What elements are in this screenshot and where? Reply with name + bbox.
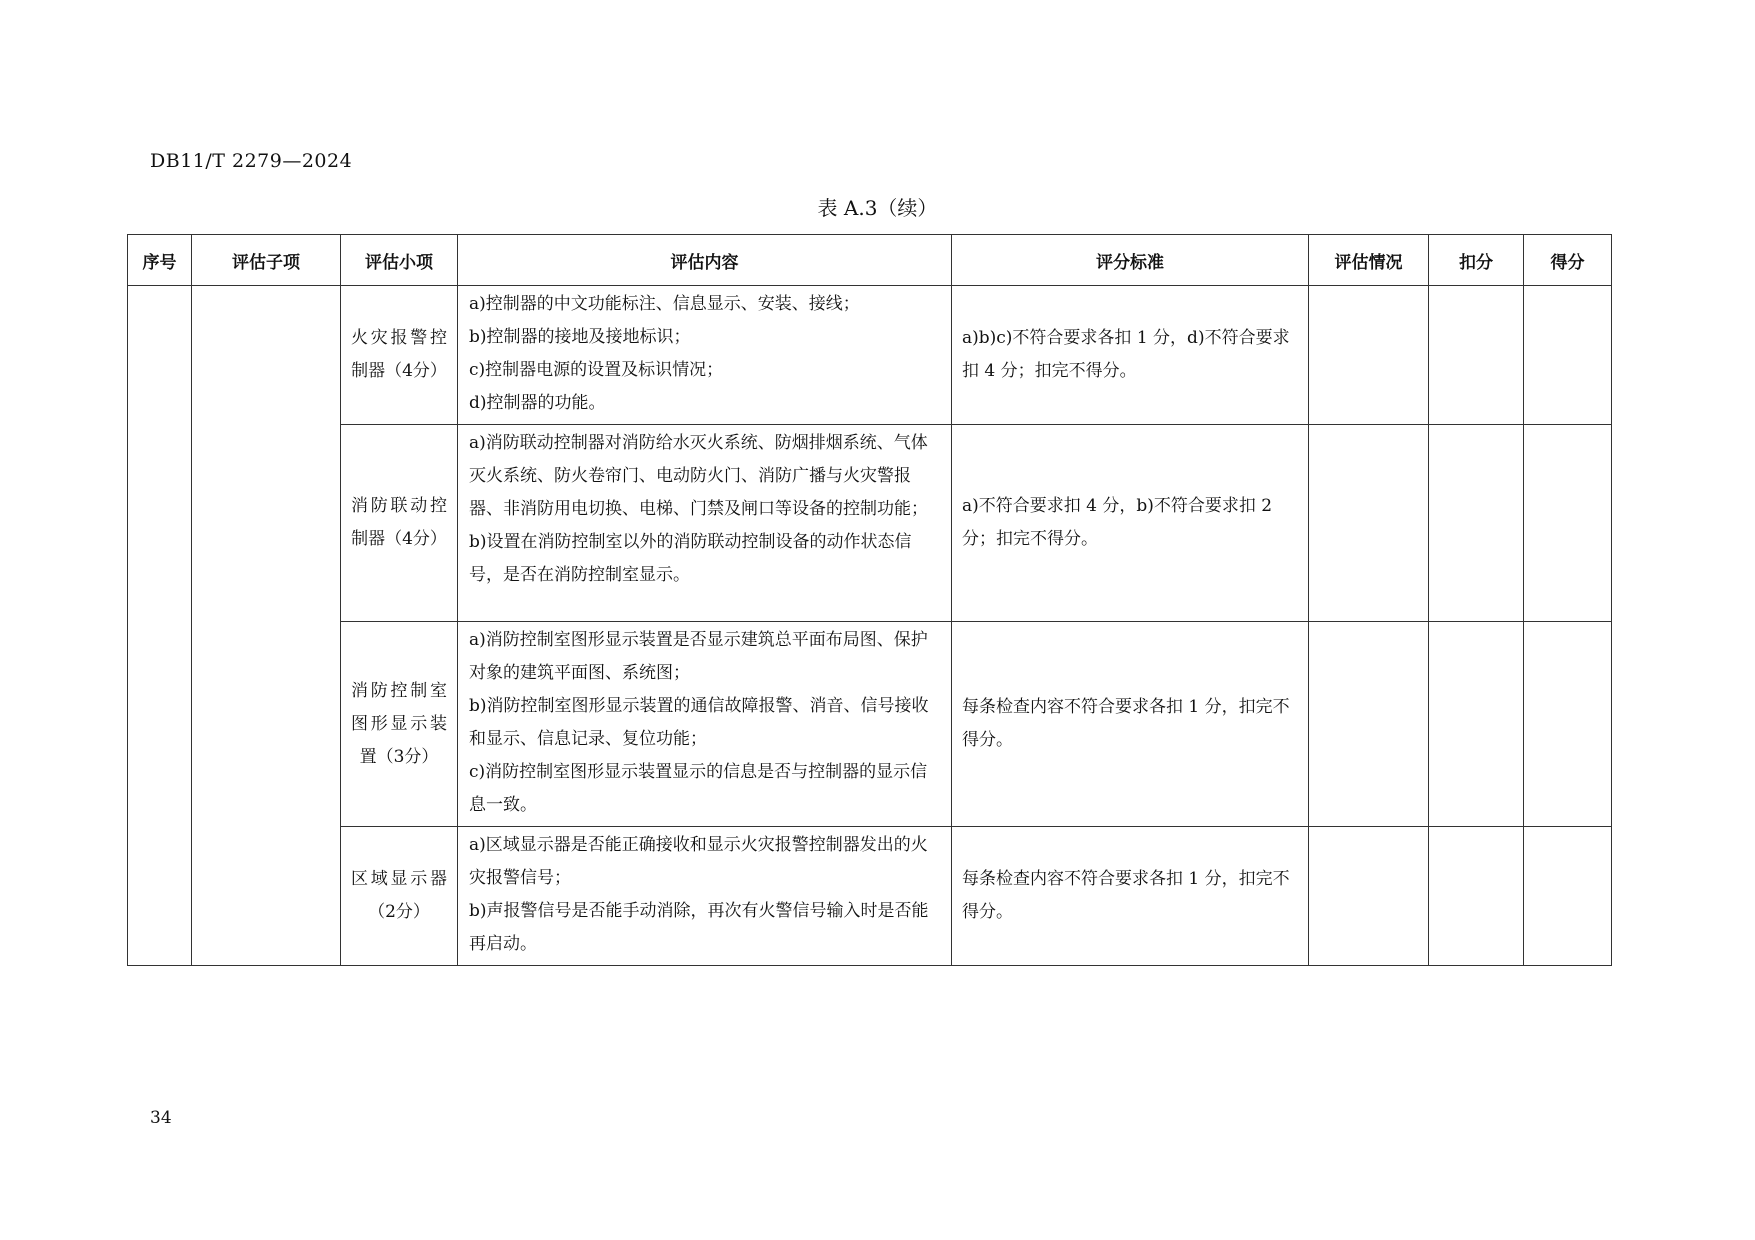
content-line: b)声报警信号是否能手动消除，再次有火警信号输入时是否能再启动。 [469,901,929,954]
table-row [128,425,1612,622]
criteria-cell: 每条检查内容不符合要求各扣 1 分，扣完不得分。 [952,622,1309,827]
document-code: DB11/T 2279—2024 [150,150,353,172]
column-header-situation: 评估情况 [1309,235,1429,286]
index-cell [128,286,192,966]
content-line: a)消防联动控制器对消防给水灭火系统、防烟排烟系统、气体灭火系统、防火卷帘门、电动防火门、消防广播与火灾警报器、非消防用电切换、电梯、门禁及闸口等设备的控制功能； [469,433,928,519]
minor-item-cell [341,425,458,622]
content-line: a)控制器的中文功能标注、信息显示、安装、接线； [469,294,860,314]
minor-item-text: 火灾报警控制器（4分） [351,328,447,381]
situation-cell [1309,622,1429,827]
page-number: 34 [150,1108,172,1128]
content-line: d)控制器的功能。 [469,393,606,413]
score-cell [1524,286,1612,425]
score-cell [1524,425,1612,622]
content-line: b)消防控制室图形显示装置的通信故障报警、消音、信号接收和显示、信息记录、复位功能； [469,696,929,749]
situation-cell [1309,425,1429,622]
content-line: a)消防控制室图形显示装置是否显示建筑总平面布局图、保护对象的建筑平面图、系统图； [469,630,928,683]
column-header-index: 序号 [128,235,192,286]
situation-cell [1309,286,1429,425]
content-cell [458,286,952,425]
column-header-content: 评估内容 [458,235,952,286]
deduction-cell [1429,622,1524,827]
criteria-cell: 每条检查内容不符合要求各扣 1 分，扣完不得分。 [952,827,1309,966]
table-row [128,827,1612,966]
content-cell [458,425,952,622]
minor-item-text: 消防控制室图形显示装置（3分） [351,680,447,767]
table-row [128,622,1612,827]
evaluation-table [127,234,1612,966]
deduction-cell [1429,827,1524,966]
criteria-cell: a)b)c)不符合要求各扣 1 分，d)不符合要求扣 4 分；扣完不得分。 [952,286,1309,425]
column-header-sub-item: 评估子项 [192,235,341,286]
column-header-deduction: 扣分 [1429,235,1524,286]
minor-item-cell [341,286,458,425]
content-cell [458,827,952,966]
content-line: c)控制器电源的设置及标识情况； [469,360,724,380]
deduction-cell [1429,286,1524,425]
minor-item-cell [341,827,458,966]
content-cell [458,622,952,827]
sub-item-cell [192,286,341,966]
column-header-score: 得分 [1524,235,1612,286]
score-cell [1524,622,1612,827]
column-header-minor-item: 评估小项 [341,235,458,286]
minor-item-text: 消防联动控制器（4分） [351,496,447,549]
column-header-criteria: 评分标准 [952,235,1309,286]
table-header-row [128,235,1612,286]
content-line: a)区域显示器是否能正确接收和显示火灾报警控制器发出的火灾报警信号； [469,835,928,888]
deduction-cell [1429,425,1524,622]
content-line: b)设置在消防控制室以外的消防联动控制设备的动作状态信号，是否在消防控制室显示。 [469,532,912,585]
score-cell [1524,827,1612,966]
minor-item-text: 区域显示器（2分） [351,869,447,922]
content-line: b)控制器的接地及接地标识； [469,327,691,347]
criteria-cell: a)不符合要求扣 4 分，b)不符合要求扣 2 分；扣完不得分。 [952,425,1309,622]
table-title: 表 A.3（续） [817,196,938,220]
table-row [128,286,1612,425]
content-line: c)消防控制室图形显示装置显示的信息是否与控制器的显示信息一致。 [469,762,928,815]
minor-item-cell [341,622,458,827]
situation-cell [1309,827,1429,966]
